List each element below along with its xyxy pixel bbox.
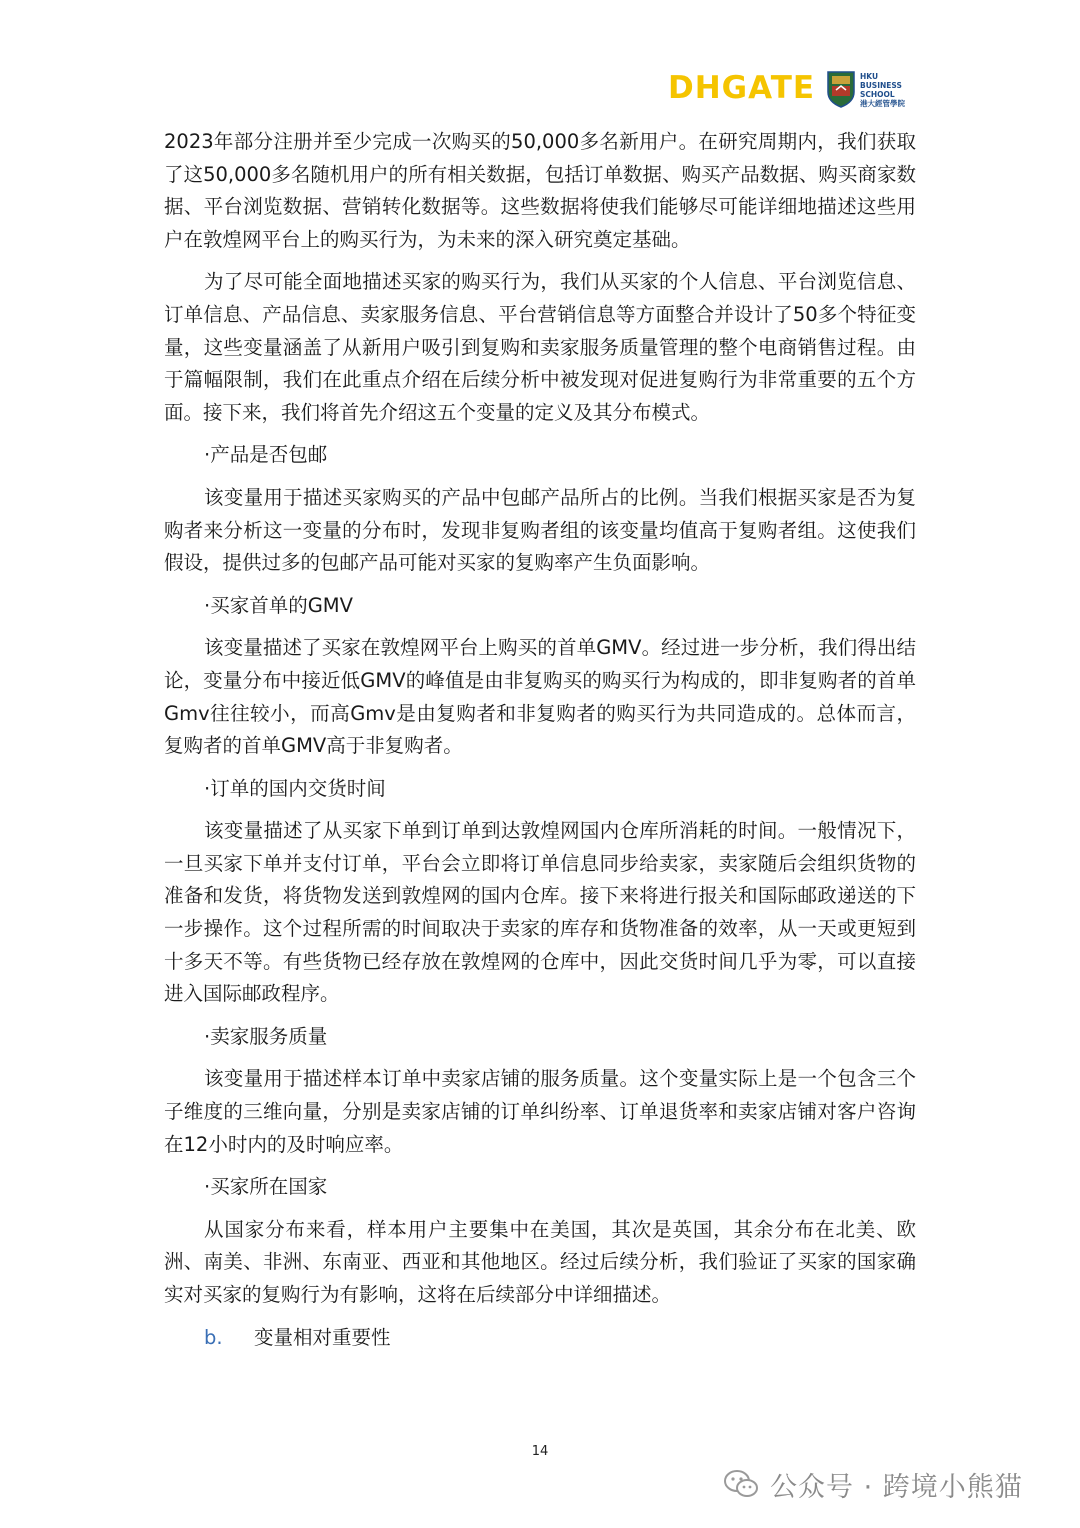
- hku-crest-icon: [826, 70, 856, 108]
- wechat-icon: [724, 1469, 758, 1499]
- item-title-free-shipping: ·产品是否包邮: [204, 443, 328, 467]
- item-text-delivery-time: 该变量描述了从买家下单到订单到达敦煌网国内仓库所消耗的时间。一般情况下，一旦买家下单并支付订单，平台会立即将订单信息同步给卖家，卖家随后会组织货物的准备和发货，将货物发送到敦煌网的国内仓库。接下来将进行报关和国际邮政递送的下一步操作。这个过程所需的时间取决于卖家的库存和货物准备的效率，从一天或更短到十多天不等。有些货物已经存放在敦煌网的仓库中，因此交货时间几乎为零，可以直接进入国际邮政程序。: [164, 819, 916, 1006]
- subheading: [164, 1322, 916, 1355]
- item-title-delivery-time: ·订单的国内交货时间: [204, 776, 386, 800]
- subheading-letter: b.: [204, 1325, 223, 1349]
- hku-text: HKU BUSINESS SCHOOL 港大經管學院: [860, 72, 905, 108]
- page-number: 14: [531, 1444, 549, 1459]
- paragraph-intro: 2023年部分注册并至少完成一次购买的50,000多名新用户。在研究周期内，我们获取了这50,000多名随机用户的所有相关数据，包括订单数据、购买产品数据、购买商家数据、平台浏览数据、营销转化数据等。这些数据将使我们能够尽可能详细地描述这些用户在敦煌网平台上的购买行为，为未来的深入研究奠定基础。: [164, 130, 916, 251]
- item-title-first-order-gmv: ·买家首单的GMV: [204, 593, 353, 617]
- item-text-seller-service: 该变量用于描述样本订单中卖家店铺的服务质量。这个变量实际上是一个包含三个子维度的三维向量，分别是卖家店铺的订单纠纷率、订单退货率和卖家店铺对客户咨询在12小时内的及时响应率。: [164, 1067, 916, 1156]
- subheading-text: 变量相对重要性: [254, 1325, 391, 1349]
- paragraph-variables: 为了尽可能全面地描述买家的购买行为，我们从买家的个人信息、平台浏览信息、订单信息、产品信息、卖家服务信息、平台营销信息等方面整合并设计了50多个特征变量，这些变量涵盖了从新用户吸引到复购和卖家服务质量管理的整个电商销售过程。由于篇幅限制，我们在此重点介绍在后续分析中被发现对促进复购行为非常重要的五个方面。接下来，我们将首先介绍这五个变量的定义及其分布模式。: [164, 270, 916, 424]
- item-text-free-shipping: 该变量用于描述买家购买的产品中包邮产品所占的比例。当我们根据买家是否为复购者来分析这一变量的分布时，发现非复购者组的该变量均值高于复购者组。这使我们假设，提供过多的包邮产品可能对买家的复购率产生负面影响。: [164, 485, 916, 575]
- document-body: [164, 126, 916, 1364]
- watermark: [724, 1462, 1023, 1506]
- hku-business-school-logo: [826, 70, 916, 110]
- watermark-text: 公众号 · 跨境小熊猫: [770, 1471, 1023, 1503]
- item-title-buyer-country: ·买家所在国家: [204, 1175, 328, 1199]
- item-text-buyer-country: 从国家分布来看，样本用户主要集中在美国，其次是英国，其余分布在北美、欧洲、南美、非洲、东南亚、西亚和其他地区。经过后续分析，我们验证了买家的国家确实对买家的复购行为有影响，这将在后续部分中详细描述。: [164, 1217, 916, 1306]
- item-text-first-order-gmv: 该变量描述了买家在敦煌网平台上购买的首单GMV。经过进一步分析，我们得出结论，变量分布中接近低GMV的峰值是由非复购买的购买行为构成的，即非复购者的首单Gmv往往较小，而高Gmv是由复购者和非复购者的购买行为共同造成的。总体而言，复购者的首单GMV高于非复购者。: [164, 636, 916, 758]
- item-title-seller-service: ·卖家服务质量: [204, 1024, 328, 1048]
- page-header: [0, 68, 1080, 112]
- dhgate-logo: DHGATE: [668, 70, 816, 106]
